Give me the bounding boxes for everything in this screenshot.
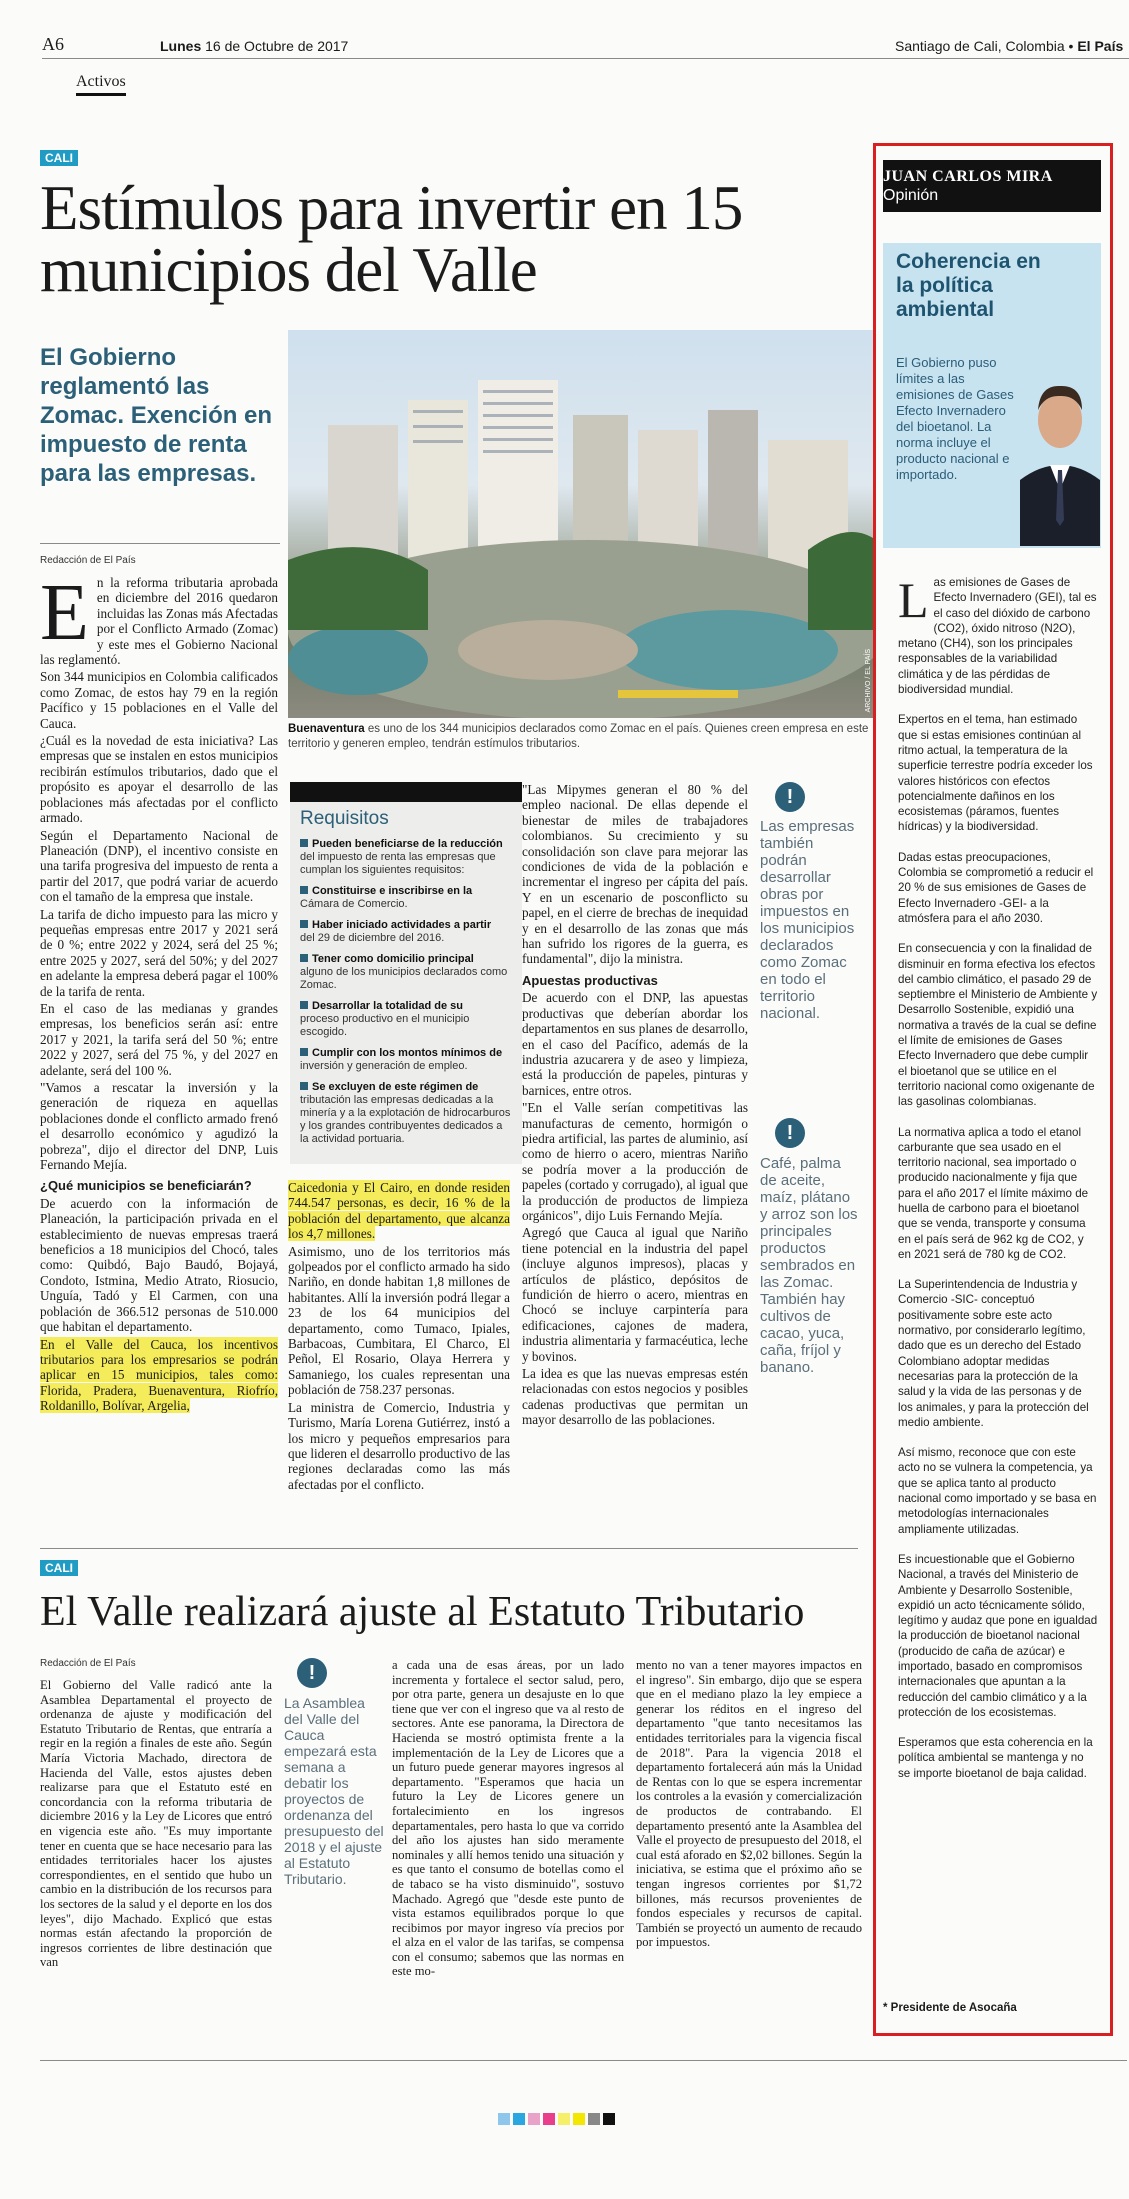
- signature: * Presidente de Asocaña: [883, 2002, 1017, 2014]
- square-bullet-icon: [300, 1082, 308, 1090]
- square-bullet-icon: [300, 954, 308, 962]
- second-column-3: mento no van a tener mayores impactos en el ingreso". Sin embargo, dijo que se espera que en el mediano plazo la ley empiece a generar los réditos en el ingreso del departamento "que tanto necesitamos las entidades territoriales para la vigencia fiscal de 2018". Para la vigencia 2018 el departamento fortalecerá aún más la Unidad de Rentas con lo que se espera incrementar los controles a la evasión y comercialización de productos de contrabando. El departamento presentó ante la Asamblea del Valle el proyecto de presupuesto del 2018, el cual está aforado en $2,02 billones. Según la iniciativa, se estima que el próximo año se tengan ingresos corrientes por $1,72 billones, más recursos provenientes de fondos especiales y recursos de capital. También se proyectó un aumento de recaudo por impuestos.: [636, 1658, 862, 1950]
- exclamation-icon: !: [775, 1118, 805, 1148]
- columnist-name: JUAN CARLOS MIRA: [883, 168, 1053, 185]
- subhead: ¿Qué municipios se beneficiarán?: [40, 1178, 252, 1194]
- footer-rule: [40, 2060, 1127, 2061]
- location: Santiago de Cali, Colombia • El País: [895, 38, 1124, 54]
- exclamation-icon: !: [297, 1658, 327, 1688]
- issue-date: Lunes 16 de Octubre de 2017: [160, 38, 349, 54]
- opinion-body: Las emisiones de Gases de Efecto Invernadero (GEI), tal es el caso del dióxido de carbono (CO2), óxido nitroso (N2O), metano (CH4), son los principales responsables de la variabilidad climática y de las pérdidas de biodiversidad mundial. Expertos en el tema, han estimado que si estas emisiones continúan al ritmo actual, la temperatura de la superficie terrestre podría exceder los valores históricos con efectos potencialmente dañinos en los ecosistemas (páramos, fuentes hídricas) y la biodiversidad. Dadas estas preocupaciones, Colombia se comprometió a reducir el 20 % de sus emisiones de Gases de Efecto Invernadero -GEI- a la atmósfera para el año 2030. En consecuencia y con la finalidad de disminuir en forma efectiva los efectos del cambio climático, el pasado 29 de septiembre el Ministerio de Ambiente y Desarrollo Sostenible, expidió una normativa a través de la cual se define el límite de emisiones de Gases Efecto Invernadero que debe cumplir el bioetanol que se utilice en el territorio nacional como oxigenante de las gasolinas colombianas. La normativa aplica a todo el etanol carburante que sea usado en el territorio nacional, sea importado o producido nacionalmente y fija que para el año 2017 el límite máximo de huella de carbono para el bioetanol que se venda, transporte y consuma en el país será de 962 kg de CO2, y en 2021 será de 780 kg de CO2. La Superintendencia de Industria y Comercio -SIC- conceptuó positivamente sobre este acto normativo, por considerarlo legítimo, dado que es un derecho del Estado Colombiano adoptar medidas necesarias para la protección de la salud y la vida de las personas y de los animales, y para la protección del medio ambiente. Así mismo, reconoce que con este acto no se vulnera la competencia, ya que se aplica tanto al producto nacional como importado y se basa en metodologías internacionales ampliamente utilizadas. Es incuestionable que el Gobierno Nacional, a través del Ministerio de Ambiente y Desarrollo Sostenible, expidió un acto técnicamente sólido, legítimo y audaz que pone en igualdad la producción de bioetanol nacional (producido de caña de azúcar) e importado, basado en compromisos internacionales que apuntan a la reducción del cambio climático y a la protección de los ecosistemas. Esperamos que esta coherencia en la política ambiental se mantenga y no se importe bioetanol de baja calidad.: [898, 572, 1098, 1780]
- byline: Redacción de El País: [40, 1658, 136, 1669]
- section-label: Activos: [76, 73, 126, 96]
- square-bullet-icon: [300, 886, 308, 894]
- second-column-1: El Gobierno del Valle radicó ante la Asamblea Departamental el proyecto de ordenanza de ajuste y modificación del Estatuto Tributario de Rentas, que entraría a regir en la región a finales de este año. Según María Victoria Machado, directora de Hacienda del Valle, estos ajustes deben realizarse para que el Estatuto esté en concordancia con la reforma tributaria de diciembre 2016 y la Ley de Licores que entró en vigencia este año. "Es muy importante tener en cuenta que se hace necesario para las entidades territoriales hacer los ajustes correspondientes, en el sentido que hubo un cambio en la distribución de los recursos para los sectores de la salud y el deporte en los dos leyes", dijo Machado. Explicó que estas normas están afectando la proporción de ingresos corrientes de libre destinación que van: [40, 1678, 272, 1970]
- section-tag: CALI: [40, 150, 78, 166]
- article-column-2: Caicedonia y El Cairo, en donde residen 744.547 personas, es decir, 16 % de la población del departamento, que alcanza los 4,7 millones. Asimismo, uno de los territorios más golpeados por el conflicto armado ha sido Nariño, en donde habitan 1,8 millones de habitantes. Allí la inversión podrá llegar a 23 de los 64 municipios del departamento, como Tumaco, Ipiales, Barbacoas, Cumbitara, El Charco, El Peñol, El Rosario, Olaya Herrera y Samaniego, los cuales representan una población de 758.237 personas. La ministra de Comercio, Industria y Turismo, María Lorena Gutiérrez, instó a los micro y pequeños empresarios para que lideren el desarrollo productivo de las regiones declaradas como las más afectadas por el conflicto.: [288, 1180, 510, 1492]
- section-tag: CALI: [40, 1560, 78, 1576]
- requisito-item: Pueden beneficiarse de la reducción del impuesto de renta las empresas que cumplan los siguientes requisitos:: [300, 838, 503, 876]
- drop-cap: E: [40, 569, 89, 657]
- main-deck: El Gobierno reglamentó las Zomac. Exención en impuesto de renta para las empresas.: [40, 344, 273, 487]
- requisitos-box: [290, 782, 522, 1164]
- pull-quote: Café, palma de aceite, maíz, plátano y arroz son los principales productos sembrados en las Zomac. También hay cultivos de cacao, yuca, caña, fríjol y banano.: [760, 1155, 858, 1376]
- requisito-item: Desarrollar la totalidad de su proceso productivo en el municipio escogido.: [300, 1000, 470, 1038]
- second-column-2: a cada una de esas áreas, por un lado incrementa y fortalece el sector salud, pero, por otra parte, genera un desajuste en lo que tiene que ver con el ingreso que va al resto de sectores. Ante ese panorama, la Directora de Hacienda se mostró optimista frente a la implementación de la Ley de Licores que a un futuro puede generar mayores ingresos al departamento. "Esperamos que hacia un futuro la Ley de Licores genere un fortalecimiento en los ingresos departamentales, pero hasta lo que va corrido del año los ajustes han sido meramente nominales y allí hemos tenido una situación y es que tanto el consumo de botellas como el de tabaco se ha visto disminuido", sostuvo Machado. Agregó que "desde este punto de vista estamos equilibrados porque lo que recibimos por mayor ingreso vía precios por el alza en el valor de las tarifas, se compensa con el consumo; sabemos que las normas en este mo-: [392, 1658, 624, 1979]
- main-headline: Estímulos para invertir en 15 municipios del Valle: [40, 173, 743, 305]
- columnist-portrait: [1020, 350, 1100, 546]
- requisito-item: Cumplir con los montos mínimos de inversión y generación de empleo.: [300, 1047, 503, 1072]
- photo-caption: Buenaventura es uno de los 344 municipios declarados como Zomac en el país. Quienes creen empresa en este territorio y generen empleo, tendrán estímulos tributarios.: [288, 723, 869, 750]
- requisitos-title: Requisitos: [300, 808, 389, 829]
- article-photo: [288, 330, 876, 718]
- article-column-1: E n la reforma tributaria aprobada en diciembre del 2016 quedaron incluidas las Zonas más Afectadas por el Conflicto Armado (Zomac) y este mes el Gobierno Nacional las reglamentó. Son 344 municipios en Colombia calificados como Zomac, de estos hay 79 en la región Pacífico y 15 poblaciones en el Valle del Cauca. ¿Cuál es la novedad de esta iniciativa? Las empresas que se instalen en estos municipios recibirán estímulos tributarios, dado que el propósito es apoyar el desarrollo de las poblaciones más afectadas por el conflicto armado. Según el Departamento Nacional de Planeación (DNP), el incentivo consiste en una tarifa progresiva del impuesto de renta a partir del 2017, que podrá variar de acuerdo con el tamaño de la empresa que instale. La tarifa de dicho impuesto para las micro y pequeñas empresas entre 2017 y 2021 será de 0 %; entre 2022 y 2024, será del 25 %; entre 2025 y 2027, será del 50%; y del 2027 en adelante la empresa deberá pagar el 100% de la tarifa de renta. En el caso de las medianas y grandes empresas, los beneficios serán así: entre 2017 y 2021, la tarifa será del 50 %; entre 2022 y 2027, será del 75 %, y del 2027 en adelante, será del 100 %. "Vamos a rescatar la inversión y la generación de riqueza en aquellas poblaciones donde el conflicto armado frenó el desarrollo económico y agudizó la pobreza", dijo el director del DNP, Luis Fernando Mejía. ¿Qué municipios se beneficiarán? De acuerdo con la información de Planeación, la participación privada en el establecimiento de nuevas empresas traerá beneficios a 18 municipios del Chocó, tales como: Quibdó, Bajo Baudó, Bojayá, Condoto, Istmina, Medio Atrato, Riosucio, Unguía, Tadó y El Carmen, con una población de 366.512 personas de 510.000 que habitan el departamento. En el Valle del Cauca, los incentivos tributarios para los empresarios se podrán aplicar en 15 municipios, tales como: Florida, Pradera, Buenaventura, Riofrío, Roldanillo, Bolívar, Argelia,: [40, 569, 278, 1414]
- byline: Redacción de El País: [40, 555, 136, 566]
- opinion-title: Coherencia en la política ambiental: [896, 250, 1041, 321]
- square-bullet-icon: [300, 920, 308, 928]
- opinion-label: Opinión: [883, 187, 939, 204]
- square-bullet-icon: [300, 1001, 308, 1009]
- article-column-3: "Las Mipymes generan el 80 % del empleo nacional. De ellas depende el bienestar de miles de trabajadores colombianos. Su crecimiento y su consolidación son clave para mejorar las condiciones de vida de la población e incrementar el ingreso per cápita del país. Y en un escenario de posconflicto su papel, en el cierre de brechas de inequidad y en el desarrollo de las zonas que más han sufrido los rigores de la guerra, es fundamental", dijo la ministra. Apuestas productivas De acuerdo con el DNP, las apuestas productivas que deberían abordar los departamentos en sus planes de desarrollo, en el caso del Pacífico, además de la industria azucarera y de aseo y limpieza, está la producción de papeles, pinturas y barnices, entre otros. "En el Valle serían competitivas las manufacturas de cemento, hormigón o piedra artificial, las partes de aluminio, así como de hierro o acero, mientras Nariño se podría mover a la producción de papeles (cortado y corrugado), al igual que la producción de productos de limpieza orgánicos", dijo Luis Fernando Mejía. Agregó que Cauca al igual que Nariño tiene potencial en la industria del papel (incluye algunos impresos), placas y artículos de plástico, depósitos de fundición de hierro o acero, mientras en Chocó se incluye carpintería para edificaciones, cajones de madera, industria alimentaria y farmacéutica, leche y bovinos. La idea es que las nuevas empresas estén relacionadas con estos negocios y posibles cadenas productivas que permitan un mayor desarrollo de las poblaciones.: [522, 782, 748, 1428]
- opinion-deck: El Gobierno puso límites a las emisiones de Gases Efecto Invernadero del bioetanol. La norma incluye el producto nacional e importado.: [896, 355, 1014, 482]
- subhead: Apuestas productivas: [522, 972, 658, 988]
- requisito-item: Se excluyen de este régimen de tributación las empresas dedicadas a la minería y a la explotación de hidrocarburos y los grandes contribuyentes dedicados a la actividad portuaria.: [300, 1081, 511, 1145]
- exclamation-icon: !: [775, 782, 805, 812]
- second-headline: El Valle realizará ajuste al Estatuto Tributario: [40, 1589, 805, 1635]
- square-bullet-icon: [300, 839, 308, 847]
- square-bullet-icon: [300, 1048, 308, 1056]
- highlighted-text: En el Valle del Cauca, los incentivos tributarios para los empresarios se podrán aplicar en 15 municipios, tales como: Florida, Pradera, Buenaventura, Riofrío, Roldanillo, Bolívar, Argelia,: [40, 1336, 278, 1414]
- requisito-item: Haber iniciado actividades a partir del 29 de diciembre del 2016.: [300, 919, 492, 944]
- page-number: A6: [42, 34, 64, 54]
- requisito-item: Tener como domicilio principal alguno de los municipios declarados como Zomac.: [300, 953, 508, 991]
- pull-quote: La Asamblea del Valle del Cauca empezará esta semana a debatir los proyectos de ordenanza del presupuesto del 2018 y el ajuste al Estatuto Tributario.: [284, 1695, 384, 1887]
- photo-credit: ARCHIVO / EL PAÍS: [865, 648, 872, 712]
- requisito-item: Constituirse e inscribirse en la Cámara de Comercio.: [300, 885, 473, 910]
- city-square-illustration: [288, 330, 876, 718]
- pull-quote: Las empresas también podrán desarrollar obras por impuestos en los municipios declarados como Zomac en todo el territorio nacional.: [760, 818, 855, 1022]
- color-registration-bar: [498, 2110, 618, 2129]
- drop-cap: L: [898, 572, 929, 628]
- highlighted-text: Caicedonia y El Cairo, en donde residen 744.547 personas, es decir, 16 % de la población del departamento, que alcanza los 4,7 millones.: [288, 1180, 510, 1242]
